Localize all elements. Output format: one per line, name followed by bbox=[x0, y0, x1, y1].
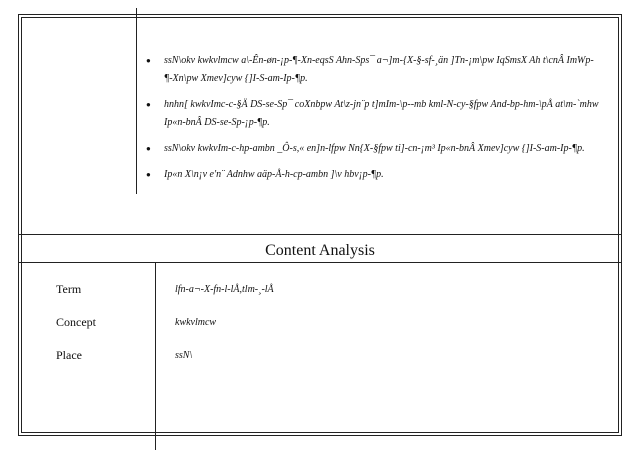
objective-item: ● ssN\okv kwkvIm-c-hp-ambn _Ô-s,« en]n-lfpw Nn{X-§fpw ti]-cn-¡m³ Ip«n-bnÂ Xmev]cyw {]I-S-am-Ip-¶p. bbox=[150, 140, 600, 158]
top-column-divider bbox=[136, 8, 137, 194]
section-divider-bottom bbox=[18, 262, 622, 263]
table-column-divider bbox=[155, 262, 156, 450]
term-label: Term bbox=[56, 282, 82, 296]
objectives-list bbox=[150, 52, 600, 184]
concept-label: Concept bbox=[56, 315, 96, 329]
objective-item: ● Ip«n X\n¡v e'n¨ Adnhw aäp-Å-h-cp-ambn ]\v hbv¡p-¶p. bbox=[150, 166, 600, 184]
place-label: Place bbox=[56, 348, 82, 362]
place-value: ssN\ bbox=[175, 350, 193, 361]
section-divider-top bbox=[18, 234, 622, 235]
objective-item: ● ssN\okv kwkvlmcw a\-Ên-øn-¡p-¶-Xn-eqsS Ahn-Sps¯ a¬]m-{X-§-sf-¸än ]Tn-¡m\pw IqSmsX Ah t\cnÂ ImWp-¶-Xn\pw Xmev]cyw {]I-S-am-Ip-¶p. bbox=[150, 52, 600, 88]
objective-item: ● hnhn[ kwkvImc-c-§Ä DS-se-Sp¯ coXnbpw At\z-jn¨p t]mIm-\p--mb kml-N-cy-§fpw And-bp-hm-\pÅ at\m-`mhw Ip«n-bnÂ DS-se-Sp-¡p-¶p. bbox=[150, 96, 600, 132]
concept-value: kwkvlmcw bbox=[175, 317, 217, 328]
section-title: Content Analysis bbox=[265, 242, 375, 259]
term-value: lfn-a¬-X-fn-l-lÅ,tlm-¸-lÅ bbox=[175, 284, 274, 295]
